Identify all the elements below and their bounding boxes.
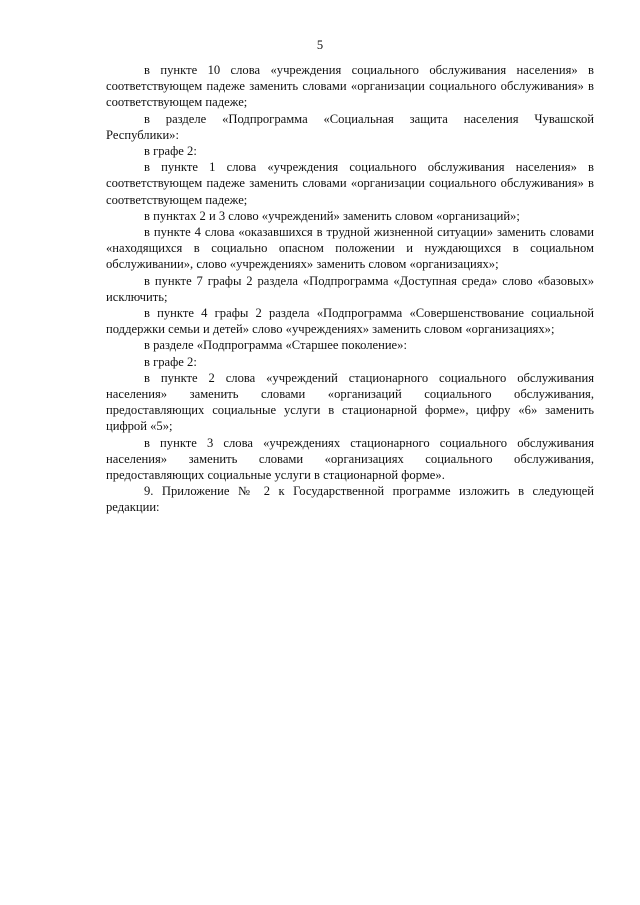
paragraph: в графе 2: [144,354,197,369]
paragraph: 9. Приложение № 2 к Государственной программе изложить в следующей редакции: [106,484,594,515]
paragraph: в графе 2: [144,144,197,159]
paragraph: в разделе «Подпрограмма «Старшее поколение»: [144,338,407,353]
paragraph: в пункте 10 слова «учреждения социального обслуживания населения» в соответствующем падеже заменить словами «организации социального обслуживания» в соответствующем падеже; [106,63,594,110]
document-body [106,62,594,516]
paragraph: в пункте 4 слова «оказавшихся в трудной жизненной ситуации» заменить словами «находящихся в социально опасном положении и нуждающихся в социальном обслуживании», слово «учреждениях» заменить словом «организациях»; [106,225,594,272]
paragraph: в пунктах 2 и 3 слово «учреждений» заменить словом «организаций»; [144,208,520,223]
page-number: 5 [316,38,324,52]
paragraph: в пункте 4 графы 2 раздела «Подпрограмма «Совершенствование социальной поддержки семьи и детей» слово «учреждениях» заменить словом «организациях»; [106,306,594,337]
paragraph: в пункте 1 слова «учреждения социального обслуживания населения» в соответствующем падеже заменить словами «организации социального обслуживания» в соответствующем падеже; [106,160,594,207]
paragraph: в пункте 2 слова «учреждений стационарного социального обслуживания населения» заменить словами «организаций социального обслуживания, предоставляющих социальные услуги в стационарной форме», цифру «6» заменить цифрой «5»; [106,370,594,434]
paragraph: в разделе «Подпрограмма «Социальная защита населения Чувашской Республики»: [106,111,594,142]
paragraph: в пункте 3 слова «учреждениях стационарного социального обслуживания населения» заменить словами «организациях социального обслуживания, предоставляющих социальные услуги в стационарной форме». [106,435,594,483]
paragraph: в пункте 7 графы 2 раздела «Подпрограмма «Доступная среда» слово «базовых» исключить; [106,273,594,304]
